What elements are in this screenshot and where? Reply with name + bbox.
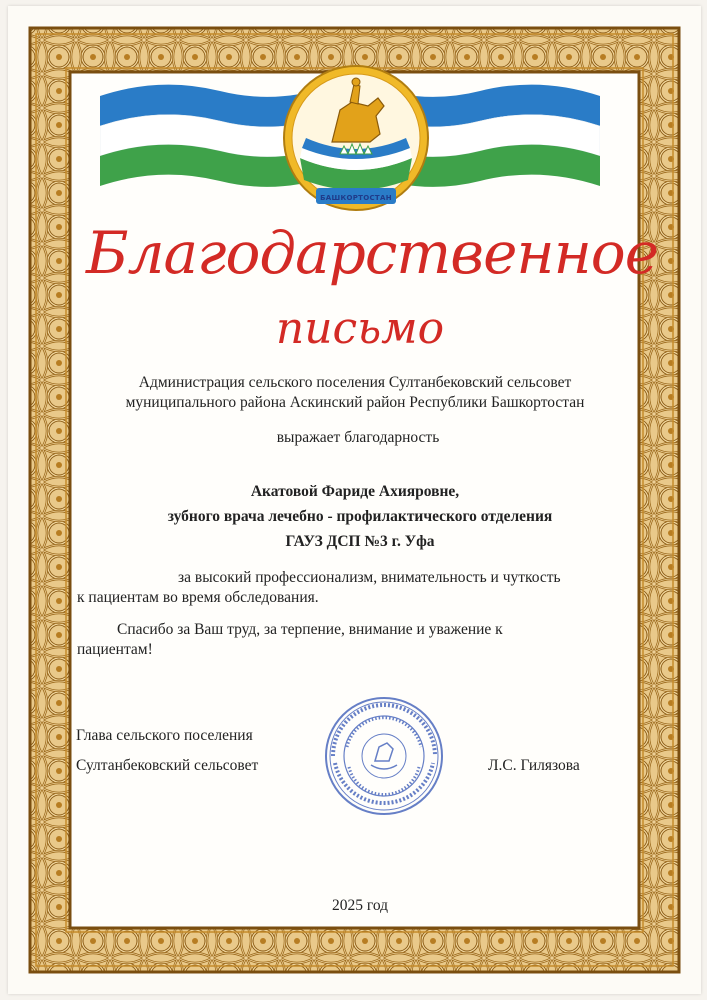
recipient-position: зубного врача лечебно - профилактического отделения [167, 508, 553, 525]
issuer-line-2: муниципального района Аскинский район Республики Башкортостан [125, 394, 585, 411]
signer-title-line-1: Глава сельского поселения [76, 727, 253, 744]
official-stamp-icon [323, 695, 445, 817]
certificate-subtitle: письмо [275, 303, 445, 354]
issuer-line-1: Администрация сельского поселения Султанбековский сельсовет [138, 374, 572, 391]
reason-line-2: к пациентам во время обследования. [77, 589, 319, 606]
emblem-label: БАШКОРТОСТАН [320, 194, 392, 202]
gratitude-line-1: Спасибо за Ваш труд, за терпение, внимание и уважение к [117, 621, 503, 638]
recipient-organization: ГАУЗ ДСП №3 г. Уфа [285, 533, 435, 550]
signer-name: Л.С. Гилязова [488, 757, 580, 774]
reason-line-1: за высокий профессионализм, внимательность и чуткость [178, 569, 561, 586]
expresses-gratitude: выражает благодарность [276, 429, 440, 446]
certificate-title: Благодарственное [86, 219, 659, 287]
certificate-year: 2025 год [331, 897, 389, 914]
gratitude-line-2: пациентам! [77, 641, 153, 658]
signer-title-line-2: Султанбековский сельсовет [76, 757, 259, 774]
bashkortostan-emblem-icon [280, 62, 432, 214]
recipient-name: Акатовой Фариде Ахияровне, [250, 483, 460, 500]
